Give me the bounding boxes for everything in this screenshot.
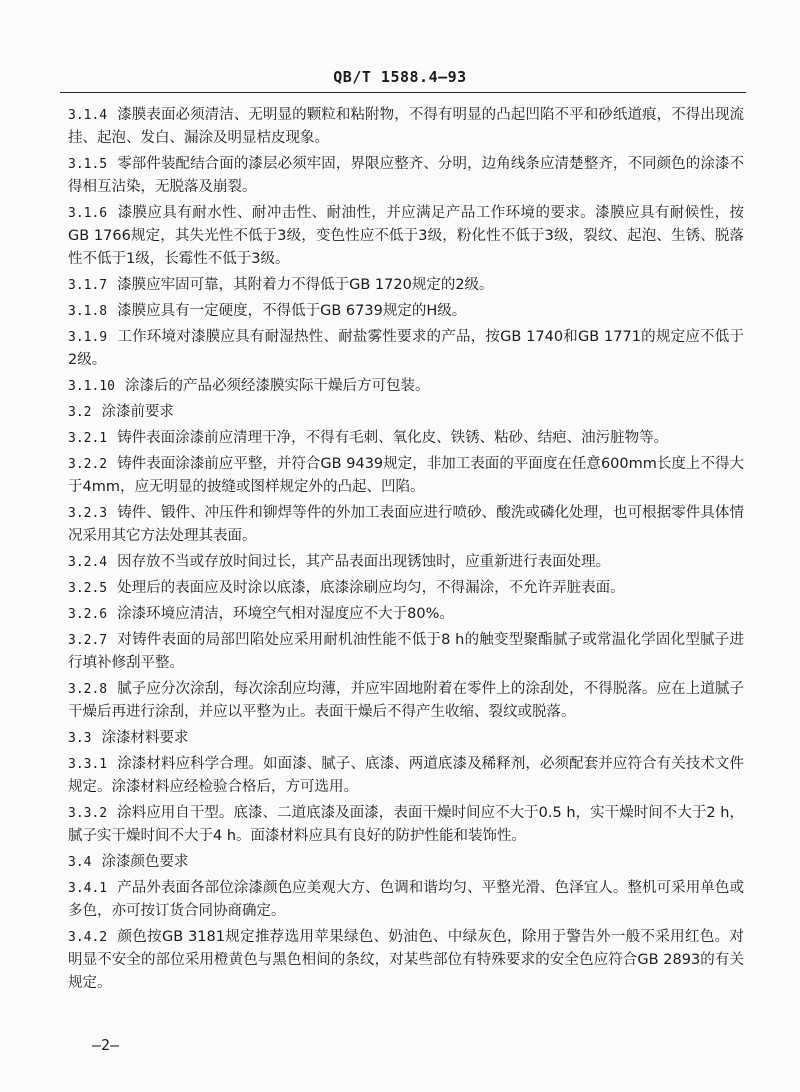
clause-text: 产品外表面各部位涂漆颜色应美观大方、色调和谐均匀、平整光滑、色泽宜人。整机可采用单色或多色，亦可按订货合同协商确定。: [68, 880, 744, 919]
clause-text: 漆膜应具有一定硬度，不得低于GB 6739规定的H级。: [117, 303, 467, 319]
clause-text: 处理后的表面应及时涂以底漆，底漆涂刷应均匀，不得漏涂，不允许弄脏表面。: [117, 580, 625, 596]
clause-number: 3.1.9: [68, 330, 108, 345]
clause-text: 铸件表面涂漆前应平整，并符合GB 9439规定，非加工表面的平面度在任意600mm长度上不得大于4mm，应无明显的披缝或图样规定外的凸起、凹陷。: [68, 456, 744, 495]
clause-paragraph: [68, 603, 744, 626]
clause-text: 对铸件表面的局部凹陷处应采用耐机油性能不低于8 h的触变型聚酯腻子或常温化学固化型腻子进行填补修刮平整。: [68, 632, 744, 671]
clause-paragraph: [68, 577, 744, 600]
clause-number: 3.2.1: [68, 431, 108, 446]
clause-number: 3.2.3: [68, 506, 108, 521]
clause-number: 3.1.6: [68, 206, 108, 221]
clause-paragraph: [68, 802, 744, 848]
clause-number: 3.2: [68, 405, 92, 420]
clause-number: 3.1.8: [68, 304, 108, 319]
clause-paragraph: [68, 453, 744, 499]
document-body: [68, 104, 744, 998]
clause-text: 零部件装配结合面的漆层必须牢固，界限应整齐、分明，边角线条应清楚整齐，不同颜色的涂漆不得相互沾染，无脱落及崩裂。: [68, 156, 744, 195]
clause-number: 3.2.4: [68, 555, 108, 570]
clause-number: 3.3: [68, 731, 92, 746]
clause-paragraph: [68, 202, 744, 271]
clause-number: 3.1.7: [68, 278, 108, 293]
clause-paragraph: [68, 153, 744, 199]
clause-text: 涂漆材料应科学合理。如面漆、腻子、底漆、两道底漆及稀释剂，必须配套并应符合有关技术文件规定。涂漆材料应经检验合格后，方可选用。: [68, 756, 744, 795]
clause-text: 涂料应用自干型。底漆、二道底漆及面漆，表面干燥时间应不大于0.5 h，实干燥时间不大于2 h，腻子实干燥时间不大于4 h。面漆材料应具有良好的防护性能和装饰性。: [68, 805, 744, 844]
clause-number: 3.1.10: [68, 379, 115, 394]
clause-number: 3.2.2: [68, 457, 108, 472]
clause-number: 3.2.8: [68, 682, 108, 697]
clause-paragraph: [68, 300, 744, 323]
clause-paragraph: [68, 678, 744, 724]
clause-paragraph: [68, 274, 744, 297]
clause-text: 涂漆颜色要求: [101, 854, 189, 870]
clause-text: 涂漆后的产品必须经漆膜实际干燥后方可包装。: [124, 378, 430, 394]
clause-paragraph: [68, 427, 744, 450]
section-heading: [68, 727, 744, 750]
clause-text: 漆膜应具有耐水性、耐冲击性、耐油性，并应满足产品工作环境的要求。漆膜应具有耐候性，按GB 1766规定，其失光性不低于3级，变色性应不低于3级，粉化性不低于3级，裂纹、起泡、生锈、脱落性不低于1级，长霉性不低于3级。: [68, 205, 744, 267]
section-heading: [68, 401, 744, 424]
clause-text: 铸件、锻件、冲压件和铆焊等件的外加工表面应进行喷砂、酸洗或磷化处理，也可根据零件具体情况采用其它方法处理其表面。: [68, 505, 744, 544]
clause-paragraph: [68, 502, 744, 548]
clause-text: 漆膜应牢固可靠，其附着力不得低于GB 1720规定的2级。: [117, 277, 494, 293]
clause-number: 3.1.4: [68, 108, 108, 123]
clause-paragraph: [68, 375, 744, 398]
clause-paragraph: [68, 753, 744, 799]
clause-paragraph: [68, 326, 744, 372]
clause-number: 3.2.6: [68, 607, 108, 622]
clause-text: 工作环境对漆膜应具有耐湿热性、耐盐雾性要求的产品，按GB 1740和GB 1771的规定应不低于2级。: [68, 329, 744, 368]
clause-text: 漆膜表面必须清洁、无明显的颗粒和粘附物，不得有明显的凸起凹陷不平和砂纸道痕，不得出现流挂、起泡、发白、漏涂及明显桔皮现象。: [68, 107, 744, 146]
clause-text: 铸件表面涂漆前应清理干净，不得有毛刺、氧化皮、铁锈、粘砂、结疤、油污脏物等。: [117, 430, 669, 446]
clause-number: 3.2.5: [68, 581, 108, 596]
clause-paragraph: [68, 629, 744, 675]
clause-paragraph: [68, 104, 744, 150]
clause-paragraph: [68, 551, 744, 574]
clause-text: 因存放不当或存放时间过长，其产品表面出现锈蚀时，应重新进行表面处理。: [117, 554, 611, 570]
header-rule: [60, 92, 746, 93]
page-number: —2—: [92, 1036, 120, 1054]
section-heading: [68, 851, 744, 874]
clause-text: 涂漆环境应清洁，环境空气相对湿度应不大于80%。: [117, 606, 454, 622]
clause-text: 腻子应分次涂刮，每次涂刮应均薄，并应牢固地附着在零件上的涂刮处，不得脱落。应在上道腻子干燥后再进行涂刮，并应以平整为止。表面干燥后不得产生收缩、裂纹或脱落。: [68, 681, 744, 720]
clause-number: 3.4: [68, 855, 92, 870]
clause-number: 3.3.2: [68, 806, 108, 821]
clause-paragraph: [68, 926, 744, 995]
clause-number: 3.4.2: [68, 930, 108, 945]
clause-text: 涂漆前要求: [101, 404, 174, 420]
clause-number: 3.3.1: [68, 757, 108, 772]
clause-number: 3.1.5: [68, 157, 108, 172]
clause-number: 3.4.1: [68, 881, 108, 896]
clause-number: 3.2.7: [68, 633, 108, 648]
clause-text: 颜色按GB 3181规定推荐选用苹果绿色、奶油色、中绿灰色，除用于警告外一般不采用红色。对明显不安全的部位采用橙黄色与黑色相间的条纹，对某些部位有特殊要求的安全色应符合GB 2893的有关规定。: [68, 929, 744, 991]
clause-text: 涂漆材料要求: [101, 730, 189, 746]
page-header: QB/T 1588.4—93: [333, 68, 467, 86]
clause-paragraph: [68, 877, 744, 923]
